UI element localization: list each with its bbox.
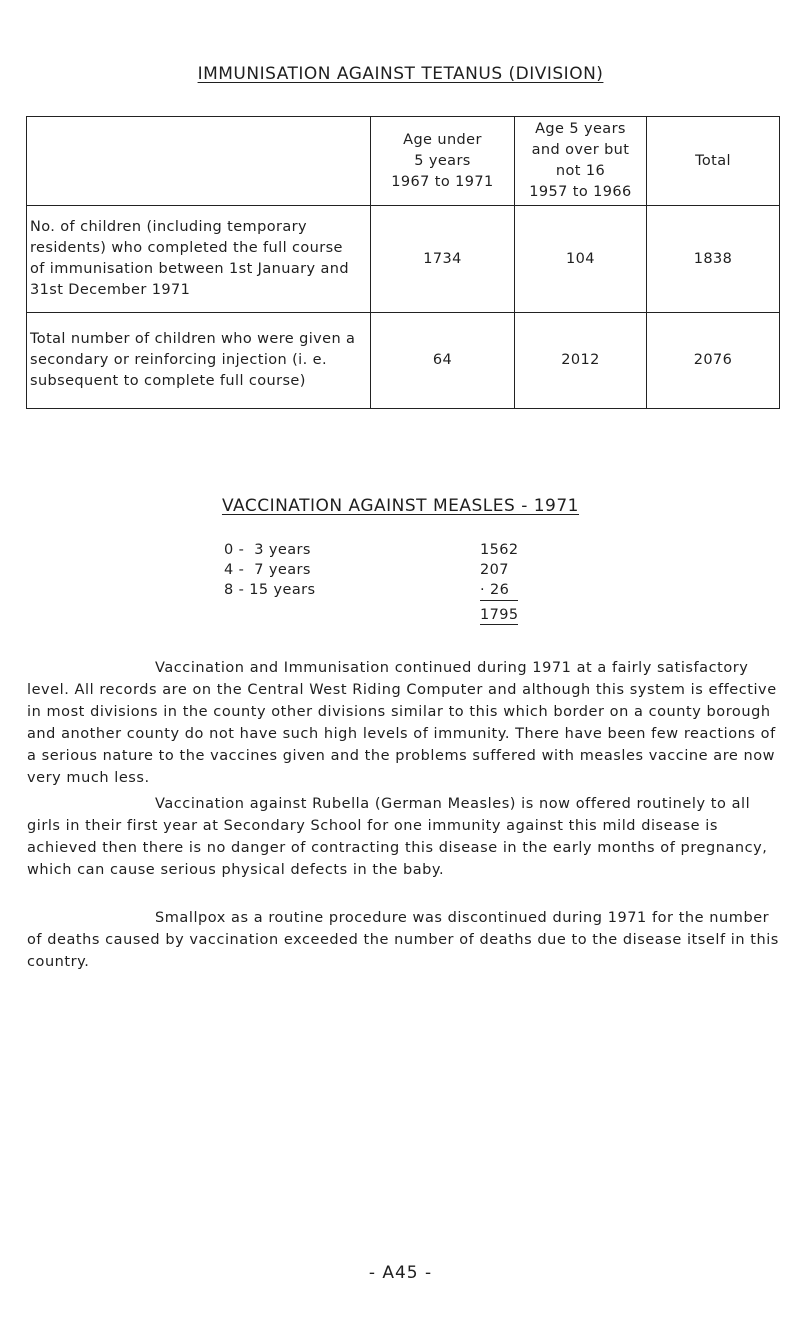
measles-total: 1795: [480, 607, 519, 623]
tetanus-table: [26, 116, 780, 409]
paragraph-rubella: Vaccination against Rubella (German Measles) is now offered routinely to all girls in their first year at Secondary School for one immunity against this mild disease is achieved then there is no danger of contracting this disease in the early months of pregnancy, which can cause serious physical defects in the baby.: [27, 796, 768, 878]
cell-over5: 104: [515, 206, 647, 313]
measles-title: VACCINATION AGAINST MEASLES - 1971: [221, 496, 580, 516]
count: 207: [480, 562, 509, 578]
table-header-row: [27, 117, 780, 206]
tetanus-title: IMMUNISATION AGAINST TETANUS (DIVISION): [197, 64, 604, 84]
cell-under5: 1734: [371, 206, 515, 313]
paragraph-smallpox: Smallpox as a routine procedure was discontinued during 1971 for the number of deaths caused by vaccination exceeded the number of deaths due to the disease itself in this country.: [27, 910, 779, 970]
cell-over5: 2012: [515, 313, 647, 409]
table-row: [27, 206, 780, 313]
page-number: - A45 -: [368, 1263, 433, 1283]
table-row: [27, 313, 780, 409]
row-label: Total number of children who were given a secondary or reinforcing injection (i. e. subsequent to complete full course): [27, 313, 371, 409]
header-total: Total: [647, 117, 780, 206]
header-age-under-5: Age under 5 years 1967 to 1971: [371, 117, 515, 206]
age-range: 8 - 15 years: [224, 582, 316, 598]
cell-under5: 64: [371, 313, 515, 409]
count: · 26: [480, 580, 518, 601]
cell-total: 2076: [647, 313, 780, 409]
header-age-5-to-16: Age 5 years and over but not 16 1957 to 1966: [515, 117, 647, 206]
age-range: 0 - 3 years: [224, 542, 311, 558]
row-label: No. of children (including temporary residents) who completed the full course of immunisation between 1st January and 31st December 1971: [27, 206, 371, 313]
header-blank-cell: [27, 117, 371, 206]
cell-total: 1838: [647, 206, 780, 313]
age-range: 4 - 7 years: [224, 562, 311, 578]
count: 1562: [480, 542, 519, 558]
paragraph-vaccination: Vaccination and Immunisation continued during 1971 at a fairly satisfactory level. All records are on the Central West Riding Computer and although this system is effective in most divisions in the county other divisions similar to this which border on a county borough and another county do not have such high levels of immunity. There have been few reactions of a serious nature to the vaccines given and the problems suffered with measles vaccine are now very much less.: [27, 660, 777, 786]
